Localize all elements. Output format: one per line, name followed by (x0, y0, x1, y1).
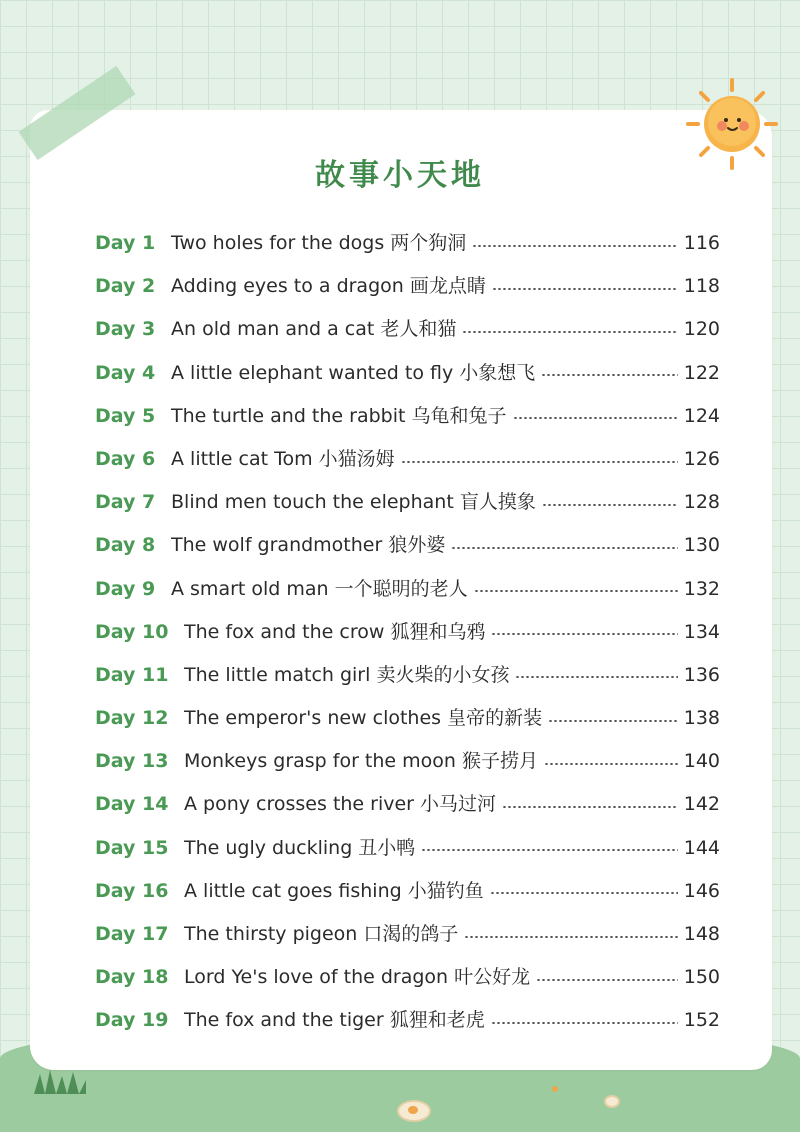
toc-row (95, 438, 720, 481)
toc-day-label: Day 16 (95, 879, 169, 902)
toc-day-label: Day 15 (95, 836, 169, 859)
toc-row (95, 870, 720, 913)
toc-entry-title: The fox and the crow 狐狸和乌鸦 (184, 620, 486, 643)
toc-page-number: 134 (683, 620, 720, 643)
dot-leader (513, 417, 678, 419)
egg-decoration (397, 1100, 431, 1122)
toc-row (95, 222, 720, 265)
toc-page-number: 132 (683, 577, 720, 600)
toc-page-number: 122 (683, 361, 720, 384)
toc-row (95, 697, 720, 740)
toc-page-number: 152 (683, 1009, 720, 1032)
toc-day-label: Day 4 (95, 361, 156, 384)
toc-entry-title: The thirsty pigeon 口渴的鸽子 (184, 923, 459, 945)
toc-page-number: 126 (683, 447, 720, 470)
toc-row (95, 827, 720, 870)
toc-page-number: 148 (683, 923, 720, 945)
toc-entry-title: The turtle and the rabbit 乌龟和兔子 (171, 404, 507, 427)
toc-day-label: Day 18 (95, 966, 169, 989)
toc-entry-title: The little match girl 卖火柴的小女孩 (184, 663, 510, 686)
toc-entry-title: A smart old man 一个聪明的老人 (171, 577, 468, 600)
dot-decoration (552, 1086, 558, 1092)
toc-page-number: 116 (683, 232, 720, 254)
toc-entry-title: Two holes for the dogs 两个狗洞 (171, 232, 467, 254)
toc-day-label: Day 14 (95, 793, 169, 816)
toc-page-number: 142 (683, 793, 720, 816)
toc-row (95, 568, 720, 611)
toc-entry-title: A little cat Tom 小猫汤姆 (171, 447, 395, 470)
dot-leader (491, 633, 677, 635)
toc-page-number: 118 (683, 275, 720, 298)
toc-day-label: Day 8 (95, 534, 156, 557)
toc-day-label: Day 13 (95, 750, 169, 773)
toc-page-number: 140 (683, 750, 720, 773)
toc-row (95, 524, 720, 567)
toc-row (95, 352, 720, 395)
dot-leader (536, 979, 678, 981)
dot-leader (515, 676, 677, 678)
dot-leader (464, 936, 677, 938)
toc-page-number: 146 (683, 879, 720, 902)
toc-entry-title: An old man and a cat 老人和猫 (171, 318, 457, 341)
pebble-decoration (604, 1095, 620, 1108)
dot-leader (490, 892, 678, 894)
toc-entry-title: The ugly duckling 丑小鸭 (184, 836, 416, 859)
dot-leader (472, 245, 677, 247)
dot-leader (541, 374, 677, 376)
toc-day-label: Day 5 (95, 404, 156, 427)
toc-row (95, 956, 720, 999)
toc-entry-title: The wolf grandmother 狼外婆 (171, 534, 446, 557)
toc-day-label: Day 1 (95, 232, 156, 254)
toc-entry-title: Lord Ye's love of the dragon 叶公好龙 (184, 966, 531, 989)
dot-leader (451, 547, 677, 549)
toc-day-label: Day 12 (95, 707, 169, 730)
dot-leader (401, 461, 678, 463)
toc-page-number: 130 (683, 534, 720, 557)
toc-day-label: Day 19 (95, 1009, 169, 1032)
toc-entry-title: The emperor's new clothes 皇帝的新装 (184, 707, 543, 730)
toc-row (95, 395, 720, 438)
toc-day-label: Day 6 (95, 447, 156, 470)
dot-leader (544, 763, 678, 765)
toc-row (95, 783, 720, 826)
toc-page-number: 120 (683, 318, 720, 341)
toc-page-number: 138 (683, 707, 720, 730)
toc-day-label: Day 2 (95, 275, 156, 298)
page-title: 故事小天地 (315, 158, 485, 193)
dot-leader (491, 1022, 678, 1024)
dot-leader (474, 590, 678, 592)
toc-day-label: Day 17 (95, 923, 169, 945)
dot-leader (462, 331, 677, 333)
toc-row (95, 265, 720, 308)
toc-entry-title: The fox and the tiger 狐狸和老虎 (184, 1009, 485, 1032)
toc-row (95, 481, 720, 524)
toc-row (95, 611, 720, 654)
toc-page-number: 128 (683, 491, 720, 514)
toc-page-number: 144 (683, 836, 720, 859)
toc-day-label: Day 9 (95, 577, 156, 600)
dot-leader (492, 288, 678, 290)
table-of-contents (95, 222, 720, 1043)
toc-entry-title: A little elephant wanted to fly 小象想飞 (171, 361, 536, 384)
dot-leader (542, 504, 678, 506)
toc-entry-title: Blind men touch the elephant 盲人摸象 (171, 491, 536, 514)
toc-entry-title: A little cat goes fishing 小猫钓鱼 (184, 879, 484, 902)
toc-row (95, 654, 720, 697)
toc-entry-title: Adding eyes to a dragon 画龙点睛 (171, 275, 486, 298)
toc-row (95, 740, 720, 783)
grass-icon (34, 1068, 86, 1094)
toc-day-label: Day 11 (95, 663, 169, 686)
toc-row (95, 999, 720, 1042)
toc-page-number: 150 (683, 966, 720, 989)
toc-day-label: Day 10 (95, 620, 169, 643)
toc-page-number: 136 (683, 663, 720, 686)
toc-entry-title: A pony crosses the river 小马过河 (184, 793, 497, 816)
dot-leader (421, 849, 677, 851)
toc-day-label: Day 7 (95, 491, 156, 514)
dot-leader (548, 720, 678, 722)
toc-row (95, 308, 720, 351)
toc-page-number: 124 (683, 404, 720, 427)
toc-day-label: Day 3 (95, 318, 156, 341)
toc-row (95, 913, 720, 956)
toc-entry-title: Monkeys grasp for the moon 猴子捞月 (184, 750, 538, 773)
dot-leader (502, 806, 678, 808)
